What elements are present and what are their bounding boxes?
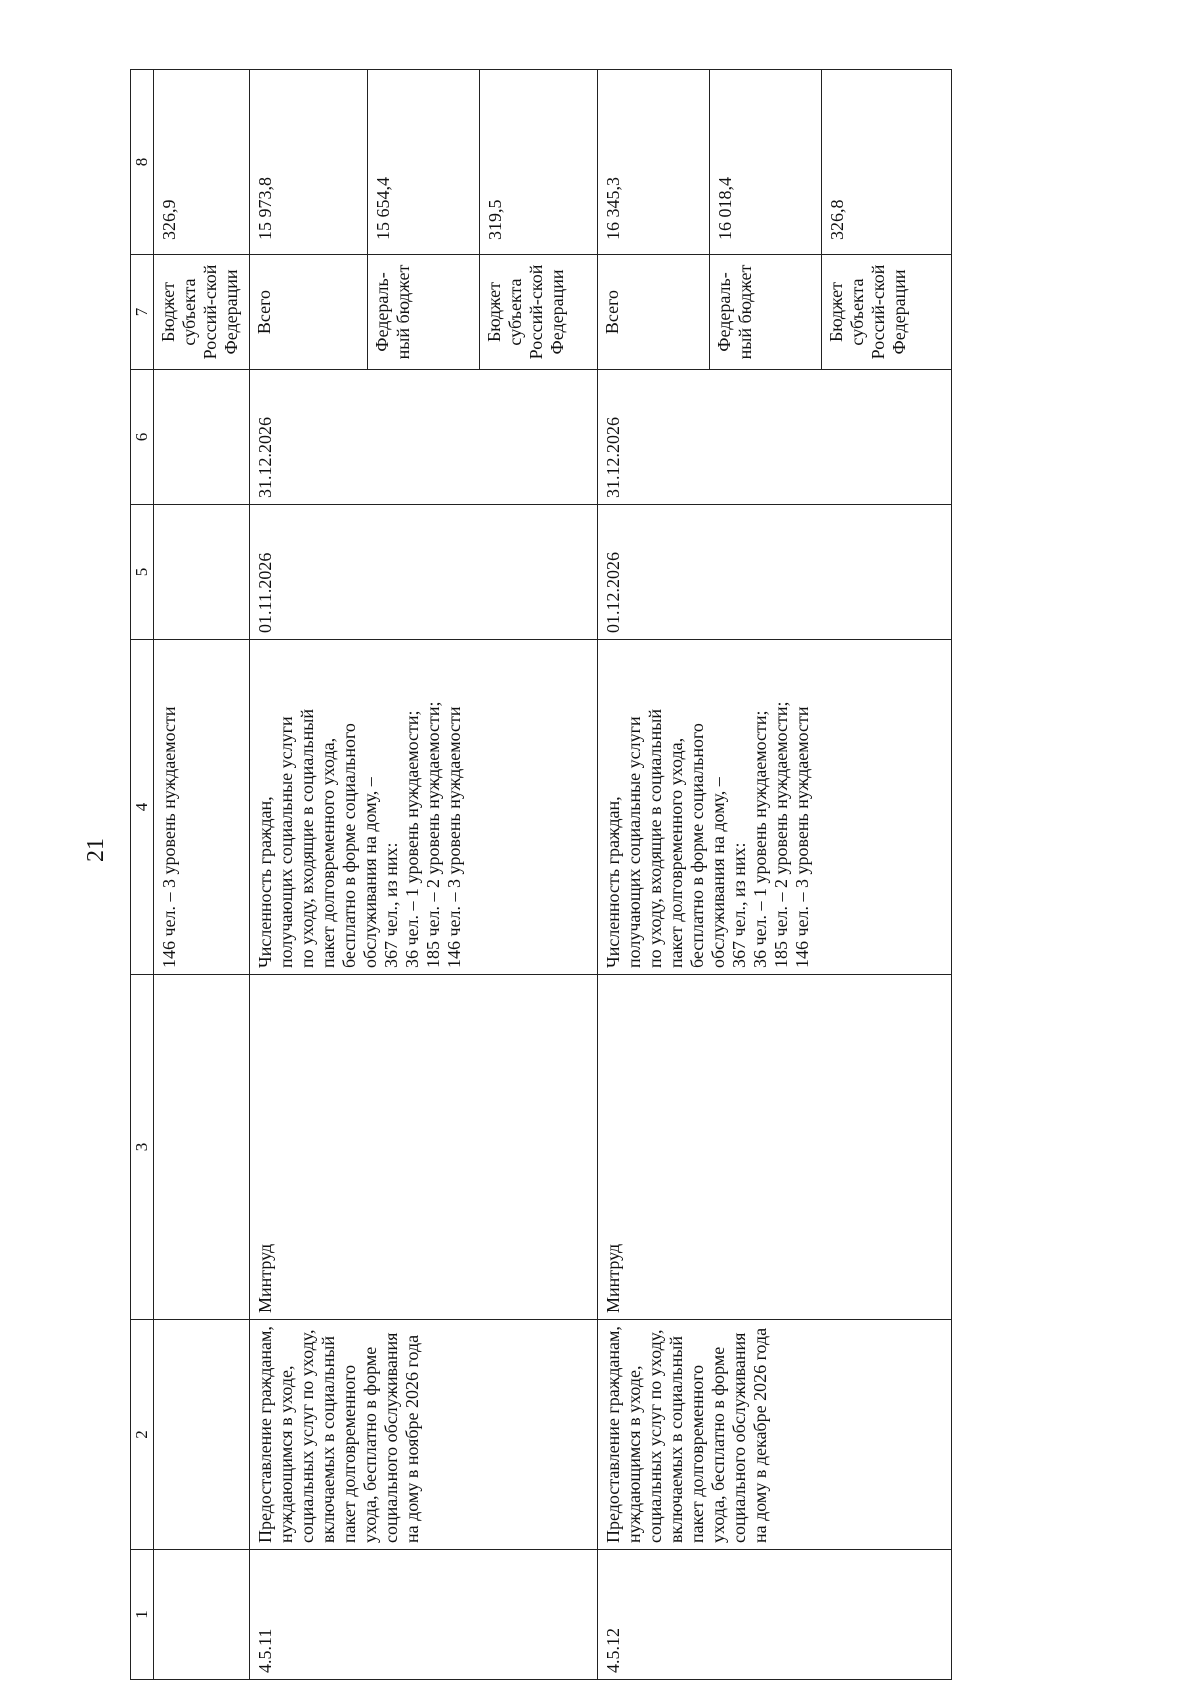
funding-source: Всего [598, 255, 710, 370]
item-number: 4.5.12 [598, 1550, 952, 1680]
start-date: 01.12.2026 [598, 505, 952, 640]
indicator-line: 185 чел. – 2 уровень нуждаемости; [771, 701, 791, 968]
indicator-text: 146 чел. – 3 уровень нуждаемости [154, 640, 250, 975]
funding-source: Бюджет субъекта Россий-ской Федерации [480, 255, 598, 370]
column-number: 1 [131, 1550, 154, 1680]
column-number: 5 [131, 505, 154, 640]
funding-source: Федераль-ный бюджет [368, 255, 480, 370]
column-number: 8 [131, 70, 154, 255]
item-indicator [598, 640, 952, 975]
item-indicator [250, 640, 598, 975]
item-executor: Минтруд [250, 975, 598, 1320]
column-number: 2 [131, 1320, 154, 1550]
rotated-table-wrapper [130, 70, 1080, 1680]
indicator-line: пакет долговременного ухода, [666, 737, 686, 968]
funding-amount: 326,8 [822, 70, 952, 255]
indicator-line: обслуживания на дому, – [360, 777, 380, 968]
indicator-line: 367 чел., из них: [729, 842, 749, 968]
end-date: 31.12.2026 [250, 370, 598, 505]
indicator-line: бесплатно в форме социального [687, 723, 707, 968]
end-date: 31.12.2026 [598, 370, 952, 505]
activities-table [130, 69, 952, 1680]
funding-amount: 326,9 [154, 70, 250, 255]
indicator-line: бесплатно в форме социального [339, 723, 359, 968]
indicator-line: 36 чел. – 1 уровень нуждаемости; [750, 710, 770, 968]
item-description: Предоставление гражданам, нуждающимся в уходе, социальных услуг по уходу, включаемых в социальный пакет долговременного ухода, бесплатно в форме социального обслуживания на дому в декабре 2026 года [598, 1320, 952, 1550]
indicator-line: Численность граждан, [255, 796, 275, 968]
page-number: 21 [83, 838, 109, 862]
indicator-line: 36 чел. – 1 уровень нуждаемости; [402, 710, 422, 968]
funding-source: Бюджет субъекта Россий-ской Федерации [822, 255, 952, 370]
indicator-line: по уходу, входящие в социальный [645, 709, 665, 968]
indicator-line: 146 чел. – 3 уровень нуждаемости [444, 706, 464, 968]
continuation-row [154, 70, 250, 1680]
column-number-row [131, 70, 154, 1680]
funding-amount: 16 018,4 [710, 70, 822, 255]
funding-source: Всего [250, 255, 368, 370]
indicator-line: получающих социальные услуги [276, 716, 296, 968]
funding-source: Федераль-ный бюджет [710, 255, 822, 370]
indicator-line: 185 чел. – 2 уровень нуждаемости; [423, 701, 443, 968]
indicator-line: по уходу, входящие в социальный [297, 709, 317, 968]
start-date: 01.11.2026 [250, 505, 598, 640]
indicator-line: получающих социальные услуги [624, 716, 644, 968]
indicator-line: обслуживания на дому, – [708, 777, 728, 968]
funding-source: Бюджет субъекта Россий-ской Федерации [154, 255, 250, 370]
indicator-line: 367 чел., из них: [381, 842, 401, 968]
funding-amount: 15 973,8 [250, 70, 368, 255]
table-row [598, 70, 710, 1680]
item-description: Предоставление гражданам, нуждающимся в уходе, социальных услуг по уходу, включаемых в социальный пакет долговременного ухода, бесплатно в форме социального обслуживания на дому в ноябре 2026 года [250, 1320, 598, 1550]
column-number: 4 [131, 640, 154, 975]
indicator-line: 146 чел. – 3 уровень нуждаемости [792, 706, 812, 968]
item-number: 4.5.11 [250, 1550, 598, 1680]
column-number: 6 [131, 370, 154, 505]
indicator-line: Численность граждан, [603, 796, 623, 968]
column-number: 3 [131, 975, 154, 1320]
item-executor: Минтруд [598, 975, 952, 1320]
indicator-line: пакет долговременного ухода, [318, 737, 338, 968]
funding-amount: 16 345,3 [598, 70, 710, 255]
funding-amount: 15 654,4 [368, 70, 480, 255]
funding-amount: 319,5 [480, 70, 598, 255]
column-number: 7 [131, 255, 154, 370]
table-row [250, 70, 368, 1680]
